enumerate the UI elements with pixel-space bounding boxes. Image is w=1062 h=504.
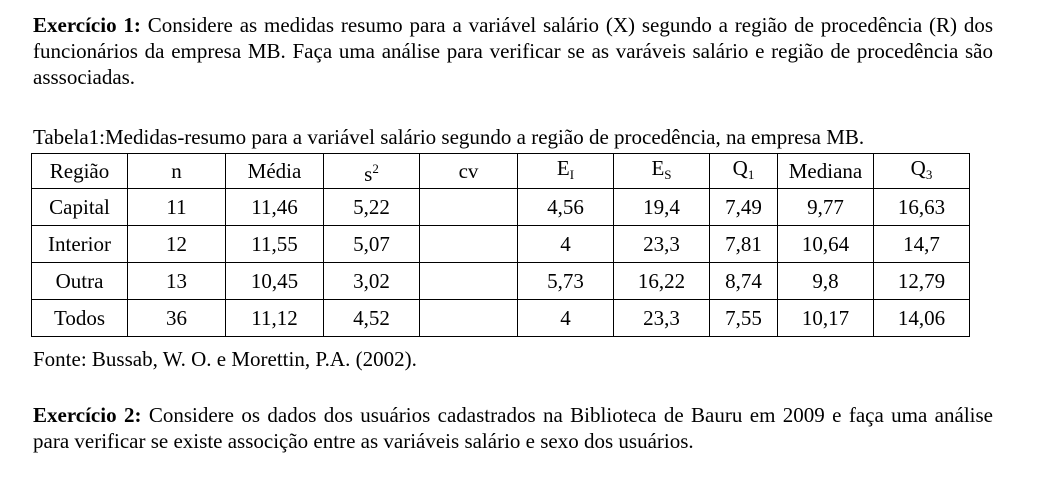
cell-q1: 8,74 [710, 263, 778, 300]
header-ei-base: E [556, 155, 570, 180]
table-row [32, 226, 970, 263]
table-row [32, 263, 970, 300]
header-s2-sup: 2 [372, 160, 379, 176]
header-es-base: E [651, 155, 665, 180]
header-media: Média [226, 154, 324, 189]
cell-s2: 3,02 [324, 263, 420, 300]
cell-regiao: Interior [32, 226, 128, 263]
cell-mediana: 9,77 [778, 189, 874, 226]
cell-n: 11 [128, 189, 226, 226]
header-es-sub: S [664, 166, 672, 182]
header-ei-sub: I [569, 166, 575, 182]
header-q3-sub: 3 [925, 166, 933, 182]
table-header-row [32, 154, 970, 189]
header-q1-base: Q [732, 155, 748, 180]
table-caption: Tabela1:Medidas-resumo para a variável salário segundo a região de procedência, na empresa MB. [33, 125, 865, 149]
cell-mediana: 10,64 [778, 226, 874, 263]
header-mediana: Mediana [778, 154, 874, 189]
cell-cv [420, 226, 518, 263]
exercise-1-label: Exercício 1: [33, 13, 141, 37]
cell-mediana: 9,8 [778, 263, 874, 300]
cell-s2: 5,07 [324, 226, 420, 263]
header-ei [518, 154, 614, 189]
cell-ei: 4 [518, 300, 614, 337]
exercise-2-text: Considere os dados dos usuários cadastrados na Biblioteca de Bauru em 2009 e faça uma análise para verificar se existe associção entre as variáveis salário e sexo dos usuários. [33, 403, 993, 453]
header-q3-base: Q [910, 155, 926, 180]
cell-q1: 7,49 [710, 189, 778, 226]
cell-n: 36 [128, 300, 226, 337]
cell-q3: 14,7 [874, 226, 970, 263]
cell-regiao: Capital [32, 189, 128, 226]
cell-media: 11,12 [226, 300, 324, 337]
cell-cv [420, 300, 518, 337]
header-s2 [324, 154, 420, 189]
cell-media: 11,55 [226, 226, 324, 263]
cell-cv [420, 263, 518, 300]
table-row [32, 300, 970, 337]
cell-media: 10,45 [226, 263, 324, 300]
exercise-2-label: Exercício 2: [33, 403, 142, 427]
cell-ei: 4,56 [518, 189, 614, 226]
cell-media: 11,46 [226, 189, 324, 226]
header-s2-base: s [364, 161, 373, 186]
table-source: Fonte: Bussab, W. O. e Morettin, P.A. (2002). [33, 347, 417, 371]
header-q3 [874, 154, 970, 189]
cell-ei: 5,73 [518, 263, 614, 300]
header-es [614, 154, 710, 189]
cell-n: 12 [128, 226, 226, 263]
cell-q3: 16,63 [874, 189, 970, 226]
exercise-1-paragraph [33, 12, 993, 90]
header-regiao: Região [32, 154, 128, 189]
cell-mediana: 10,17 [778, 300, 874, 337]
cell-regiao: Outra [32, 263, 128, 300]
summary-table [31, 153, 970, 337]
cell-s2: 4,52 [324, 300, 420, 337]
cell-es: 16,22 [614, 263, 710, 300]
cell-q3: 14,06 [874, 300, 970, 337]
cell-q1: 7,81 [710, 226, 778, 263]
cell-n: 13 [128, 263, 226, 300]
cell-q1: 7,55 [710, 300, 778, 337]
cell-s2: 5,22 [324, 189, 420, 226]
header-q1-sub: 1 [747, 166, 755, 182]
header-cv: cv [420, 154, 518, 189]
cell-es: 23,3 [614, 226, 710, 263]
header-q1 [710, 154, 778, 189]
cell-es: 19,4 [614, 189, 710, 226]
exercise-1-text: Considere as medidas resumo para a variável salário (X) segundo a região de procedência (R) dos funcionários da empresa MB. Faça uma análise para verificar se as varáveis salário e região de procedência são asssociadas. [33, 13, 993, 89]
cell-es: 23,3 [614, 300, 710, 337]
table-row [32, 189, 970, 226]
cell-ei: 4 [518, 226, 614, 263]
header-n: n [128, 154, 226, 189]
cell-q3: 12,79 [874, 263, 970, 300]
cell-regiao: Todos [32, 300, 128, 337]
cell-cv [420, 189, 518, 226]
exercise-2-paragraph [33, 402, 993, 454]
